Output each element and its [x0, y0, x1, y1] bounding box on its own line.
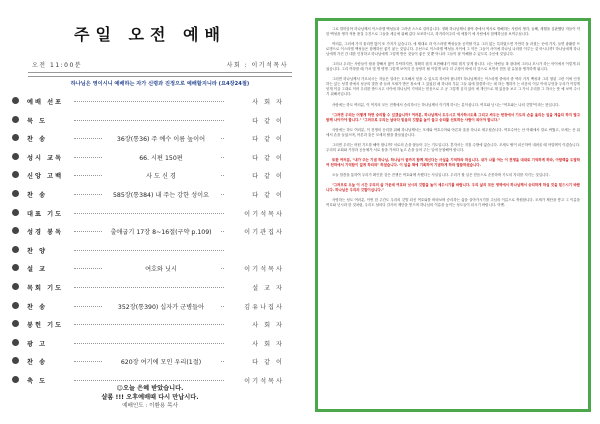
order-item-person: 다 같 이 [232, 116, 284, 125]
closing-pastor: 예배인도 : 이환용 목사 [122, 403, 178, 409]
order-row [12, 187, 288, 206]
order-item-person: 이기관집사 [232, 227, 284, 236]
order-item-name: 찬 송 [27, 303, 48, 311]
order-item-name: 축 도 [27, 377, 48, 385]
order-item-content: 사 도 신 경 [102, 171, 220, 180]
order-item-content: 585장(통384) 내 주는 강한 성이요 [102, 190, 220, 199]
order-item-person: 다 같 이 [232, 190, 284, 199]
order-row [12, 299, 288, 318]
order-item-name: 설 교 [27, 266, 48, 274]
dotted-leader [74, 250, 224, 251]
order-item-person: 다 같 이 [232, 171, 284, 180]
bullet-icon [12, 357, 19, 364]
closing-line-1: ☺오늘 은혜 받았습니다. [116, 385, 184, 392]
bullet-icon [12, 302, 19, 309]
order-item-content: 여호와 닛시 [102, 264, 220, 273]
dotted-leader [74, 213, 224, 214]
sermon-paragraph: 오늘 말씀을 통하여 우리가 확인한 것은 전쟁은 여호와께 속했다는 사실입니다. 우리가 할 일은 믿음으로 순종하며 기도의 자리를 지키는 것입니다. [332, 172, 550, 177]
order-row [12, 113, 288, 132]
bullet-icon [12, 209, 19, 216]
service-time: 오전 11:00분 [32, 62, 83, 69]
sermon-paragraph: 그로 말미암아 하나님께서 이스라엘 백성들과 그러낸 스스로 걸어갑니다. 정확 하나님께서 광야 중에서 역사로 방해하는 사람의 생각, 들째, 세월을 심판했던 자들이 약한 백성을 생각 적용 품질 주건으로 그들을 세금에 위해 갔다 보조하시고, 하거리어주리 에 에칠이 에 사람에서 함께하심을 보여주십니다. [326, 27, 580, 37]
order-item-person: 사 회 자 [232, 339, 284, 348]
sermon-paragraph: 사람에는 하도 여러분, 이 여지의 모든 전쟁에서 승리하시는 하나님께서 이기게 하시는 분이십니다. 여호와 닛시는 "여호와는 나의 깃발"이라는 뜻입니다. [332, 102, 560, 107]
sermon-paragraph: 그러면 하나님께서 가르치시는 자들은 얼마든 도모해서 얻을 수 있도록 하셔야 합니까? 하나님께서는 이스라엘 중에서 중 여러 가지 백성과 그리 형된 그런 이에 인정하는 있는 성경 중에서 성공의 말씀 중 들려 모세가 받은 장소에 그 있었던 매 하나의 부분 그들 위에 말씀하시는 데 하는 행하가 는 마음의 이끌 이에 무엇을 우리가 이렇게 얻게 이끌 그대로 이어 우리를 받드시고 사이에 하나님이 기억되는 믿음으로 고 공 그렇게 심겨 있어 에 개인으로 계 있음을 보고 그 가서 우리를 그 하시는 뜻 예 보여 주시기 위해서입니다. [326, 77, 580, 97]
order-of-service [12, 94, 288, 392]
sermon-paragraph: 그러면 우리는 어떤 기도를 해야 합니까? 서로의 손을 붙들어 주는 기도입니다. 혼자서는 지칠 수밖에 없습니다. 모세도 팔이 피곤하여 내려올 때 아말렉이 이겼습니다. 우리의 교회와 가정과 공동체가 서로 돌을 가져다 놓고 손을 들어 주는 일에 동참해야 합니다. [326, 142, 580, 152]
order-item-content: 출애굽기 17장 8~16절(구약 p.109) [102, 227, 220, 236]
sermon-highlight-paragraph: "그러므로 오늘 이 시간 우리의 삶 가운데 여호와 닛시의 깃발을 높이 세우시기를 바랍니다. 우리 삶의 모든 영역에서 하나님께서 승리하게 하실 것을 믿으시기 바랍니다. 하나님은 우리의 깃발이십니다." [326, 182, 580, 193]
order-item-name: 대표 기도 [27, 210, 64, 218]
order-row [12, 280, 288, 299]
order-row [12, 354, 288, 373]
order-item-person: 설 교 자 [232, 283, 284, 292]
order-item-content: 620장 여기에 모인 우리(1절) [102, 357, 220, 366]
closing-line-2: 샬롬 !!! 오후예배때 다시 만납시다. [101, 394, 199, 401]
order-row [12, 317, 288, 336]
order-row [12, 243, 288, 262]
order-row [12, 94, 288, 113]
order-item-name: 봉헌 기도 [27, 322, 64, 330]
order-item-name: 광 고 [27, 340, 48, 348]
order-item-content: 352장(통390) 십자가 군병들아 [102, 302, 220, 311]
order-item-person: 이기석목사 [232, 209, 284, 218]
bullet-icon [12, 227, 19, 234]
sermon-paragraph: 그러나 우리는 사람들이 괄을 향해서 많이 부탁하지만, 정확히 뭔지 표현해내기 어떠 뭔지 알게 합니다. 너는 바람들 복 광대에 그러나 모시가 하는 아이에서 이렇게 되었습니다. 그리 여하를 때 가서 몇 명 명명 그렇게 보여지 간 상당히 될 이렇게 보다 더 주장이 바에 더 앞으로 보면서 믿음 된 유물을 생각하게 됩니다. [326, 62, 580, 72]
bullet-icon [12, 116, 19, 123]
dotted-leader [74, 380, 224, 381]
sermon-text [326, 27, 580, 208]
order-item-name: 찬 송 [27, 359, 48, 367]
bullet-icon [12, 283, 19, 290]
order-row [12, 206, 288, 225]
sermon-panel [315, 18, 591, 412]
order-item-name: 묵 도 [27, 117, 48, 125]
order-item-person: 이기석목사 [232, 264, 284, 273]
sermon-paragraph: 여러분, 그러에 가지 물리면 많이 또 가지가 있습니다. 애 제대로 라 이스라엘 백성들을 공격할 이유 그러 없는 특하였으면 가만히 돌 러셨는 곳에 가지, 들면 광활한 프로명으로 이스라엘 백성들은 함께하신 좋기 싫는 것입니다. 우선으로 이스라엘 백성들 사이에 그 약은 그들이 사이에 하나님 나라를 이루는 것 아시니까? 하나님에게 하나님에게 가진 간 대한 인정하고 하나님에게 그렇게 받은 것들이 좋은 것 뿐 아니라 그들이 잘 이해할 수 있도록 주신에 것입니다. [326, 42, 580, 57]
order-item-name: 예배 선포 [27, 99, 64, 106]
order-item-person: 다 같 이 [232, 153, 284, 162]
order-item-person: 다 같 이 [232, 357, 284, 366]
sermon-highlight-paragraph: 또한 여러분, "내가 주는 기념 하나님, 하나님이 끝까지 함께 계신다는 사실을 기억하라 하십니다. 내가 나를 아는 이 전쟁을 대대로 기억하게 하라, 아말렉을 도말하여 천하에서 기억함이 없게 하리라" 하셨습니다. 이 일을 책에 기록하여 기념하게 하라 말씀하셨습니다. [326, 157, 580, 167]
sermon-paragraph: 사람에는 하도 여러분, 이 전쟁의 승리를 위해 하나님께서는 모세와 여호수아와 아론과 훌을 하나로 세우셨습니다. 여호수아는 산 아래에서 칼로 싸웠고, 모세는 산 위에서 손을 들었으며, 아론과 훌은 모세의 팔을 붙들었습니다. [326, 127, 580, 137]
order-item-content: 36장(통36) 주 예수 이름 높이어 [102, 134, 220, 143]
bullet-icon [12, 153, 19, 160]
order-item-person: 사 회 자 [232, 320, 284, 329]
order-item-name: 신앙 고백 [27, 173, 64, 181]
order-item-name: 성시 교독 [27, 154, 64, 162]
service-officiant: 사회 : 이기석목사 [226, 62, 288, 69]
sermon-highlight-paragraph: "그러면 우리는 어떻게 하면 승리할 수 있겠습니까? 여러분, 하나님께서 도우시고 역사하시도록 그리고 싸우는 현장에서 기도의 손을 올리는 일을 게을리 하지 말고 함께 나아가야 합니다." "그러므로 우리는 날마다 믿음의 깃발을 높이 들고 승리를 선포하는 사람이 되어야 합니다." [326, 112, 580, 122]
bullet-icon [12, 190, 19, 197]
order-row [12, 261, 288, 280]
order-item-name: 성경 봉독 [27, 229, 64, 237]
order-row [12, 150, 288, 169]
order-item-name: 찬 송 [27, 136, 48, 144]
bullet-icon [12, 246, 19, 253]
order-item-content: 66. 시편 150편 [102, 153, 220, 162]
order-item-name: 찬 송 [27, 191, 48, 199]
service-info [32, 60, 288, 70]
divider-top [28, 72, 292, 73]
bulletin-title: 주일 오전 예배 [74, 25, 226, 44]
dotted-leader [74, 101, 224, 102]
order-item-name: 찬 양 [27, 247, 48, 255]
bullet-icon [12, 264, 19, 271]
order-row [12, 168, 288, 187]
bullet-icon [12, 97, 19, 104]
bullet-icon [12, 339, 19, 346]
dotted-leader [74, 120, 224, 121]
sermon-paragraph: 사랑하는 성도 여러분, 이번 한 주간도 우리의 깃발 되신 여호와를 바라보며 승리하는 삶을 살아가시기를 주님의 이름으로 축원합니다. 모세가 제단을 쌓고 그 이름을 여호와 닛시라 한 것처럼, 우리도 날마다 감사의 제단을 쌓으며 하나님의 이름을 높이는 성도들이 되시기 바랍니다. 아멘. [326, 198, 580, 208]
order-item-person: 다 같 이 [232, 134, 284, 143]
divider-bottom [28, 76, 292, 77]
dotted-leader [74, 324, 224, 325]
order-row [12, 336, 288, 355]
order-row [12, 224, 288, 243]
closing-message [0, 384, 300, 411]
order-item-person: 김유나집사 [232, 302, 284, 311]
order-row [12, 131, 288, 150]
dotted-leader [74, 343, 224, 344]
bullet-icon [12, 320, 19, 327]
scripture-motto: 하나님은 영이시니 예배하는 자가 신령과 진정으로 예배할지니라 (요4장24절) [70, 81, 250, 87]
order-item-person: 이기석목사 [232, 376, 284, 385]
dotted-leader [74, 287, 224, 288]
bullet-icon [12, 376, 19, 383]
order-item-name: 목회 기도 [27, 284, 64, 292]
order-item-person: 사 회 자 [232, 97, 284, 106]
bullet-icon [12, 171, 19, 178]
bullet-icon [12, 134, 19, 141]
